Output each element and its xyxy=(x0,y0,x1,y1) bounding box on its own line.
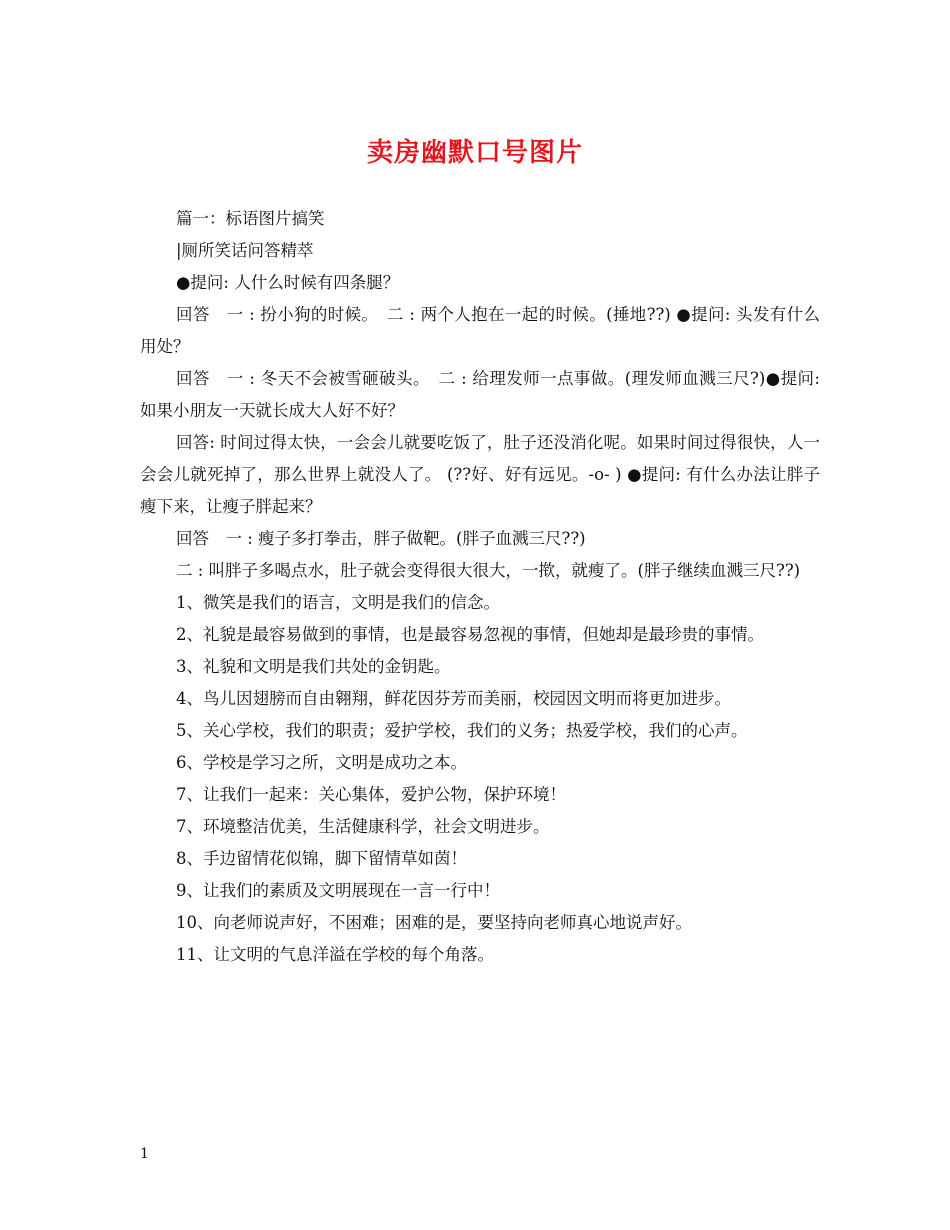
paragraph: 回答 一 : 扮小狗的时候。 二 : 两个人抱在一起的时候。(捶地??) ●提问: 头发有什么用处？ xyxy=(140,305,820,356)
list-item: 1、微笑是我们的语言，文明是我们的信念。 xyxy=(176,593,500,612)
document-body xyxy=(140,203,820,971)
list-item: 5、关心学校，我们的职责；爱护学校，我们的义务；热爱学校，我们的心声。 xyxy=(176,721,748,740)
list-item: 7、让我们一起来：关心集体，爱护公物，保护环境！ xyxy=(176,785,566,804)
list-item: 11、让文明的气息洋溢在学校的每个角落。 xyxy=(176,945,494,964)
paragraph: 篇一：标语图片搞笑 xyxy=(176,209,325,228)
list-item: 9、让我们的素质及文明展现在一言一行中！ xyxy=(176,881,500,900)
paragraph: 回答 一 : 冬天不会被雪砸破头。 二 : 给理发师一点事做。(理发师血溅三尺?)●提问: 如果小朋友一天就长成大人好不好？ xyxy=(140,369,820,420)
list-item: 8、手边留情花似锦，脚下留情草如茵！ xyxy=(176,849,467,868)
paragraph: 回答 一 : 瘦子多打拳击，胖子做靶。(胖子血溅三尺??) xyxy=(176,529,586,548)
page-number: 1 xyxy=(140,1146,149,1162)
list-item: 10、向老师说声好，不困难；困难的是，要坚持向老师真心地说声好。 xyxy=(176,913,692,932)
list-item: 4、鸟儿因翅膀而自由翱翔，鲜花因芬芳而美丽，校园因文明而将更加进步。 xyxy=(176,689,731,708)
list-item: 7、环境整洁优美，生活健康科学，社会文明进步。 xyxy=(176,817,550,836)
list-item: 6、学校是学习之所，文明是成功之本。 xyxy=(176,753,467,772)
paragraph: 回答: 时间过得太快，一会会儿就要吃饭了，肚子还没消化呢。如果时间过得很快，人一会会儿就死掉了，那么世界上就没人了。 (??好、好有远见。-o- ) ●提问: 有什么办法让胖子瘦下来，让瘦子胖起来？ xyxy=(140,433,820,516)
document-title: 卖房幽默口号图片 xyxy=(366,138,583,168)
paragraph: ●提问: 人什么时候有四条腿？ xyxy=(176,273,400,292)
paragraph: |厕所笑话问答精萃 xyxy=(176,241,314,260)
paragraph: 二 : 叫胖子多喝点水，肚子就会变得很大很大，一揿，就瘦了。(胖子继续血溅三尺??) xyxy=(176,561,801,580)
list-item: 3、礼貌和文明是我们共处的金钥匙。 xyxy=(176,657,451,676)
list-item: 2、礼貌是最容易做到的事情，也是最容易忽视的事情，但她却是最珍贵的事情。 xyxy=(176,625,764,644)
